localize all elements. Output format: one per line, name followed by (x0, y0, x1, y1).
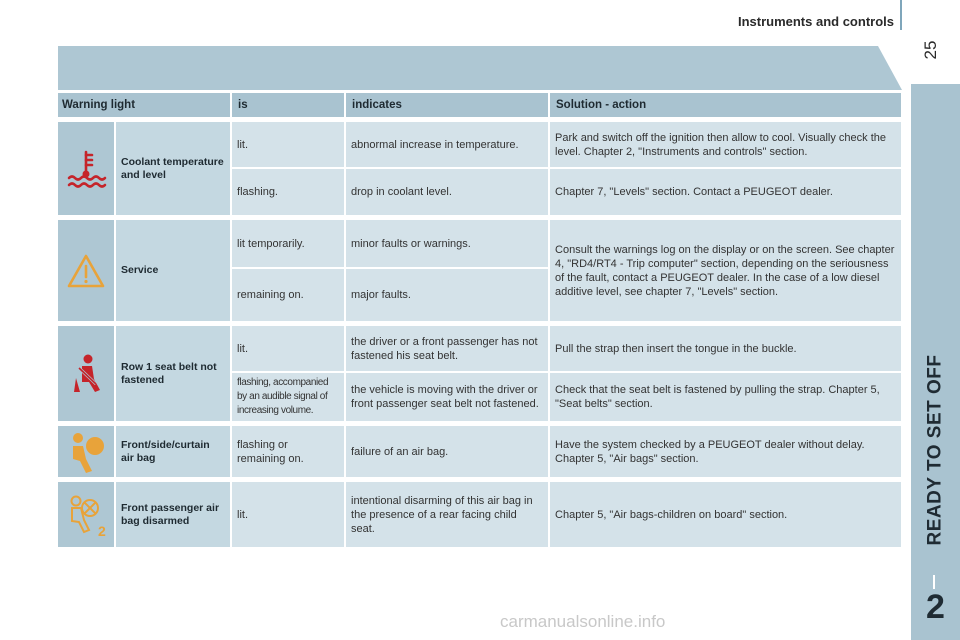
table-row (58, 477, 903, 547)
page-number (919, 40, 943, 74)
chapter-section-label (911, 330, 960, 570)
warning-name: Front/side/curtain air bag (116, 421, 232, 477)
state-cell: lit. (232, 321, 346, 371)
svg-text:2: 2 (98, 522, 106, 538)
passenger-air-bag-disarmed-icon (58, 492, 114, 538)
passenger-air-bag-icon-cell (58, 477, 116, 547)
state-cell: lit temporarily. (232, 215, 346, 267)
indicates-cell: drop in coolant level. (346, 167, 550, 215)
column-header-indicates: indicates (346, 93, 550, 117)
table-row (58, 215, 903, 267)
page-header-title: Instruments and controls (737, 14, 894, 29)
indicates-cell: the driver or a front passenger has not fastened his seat belt. (346, 321, 550, 371)
coolant-icon-cell (58, 117, 116, 215)
table-row (58, 321, 903, 371)
indicates-cell: intentional disarming of this air bag in the presence of a rear facing child seat. (346, 477, 550, 547)
seat-belt-icon (58, 352, 114, 396)
warning-name: Coolant temperature and level (116, 117, 232, 215)
table-row (58, 421, 903, 477)
state-cell: remaining on. (232, 267, 346, 321)
state-cell: flashing, accompanied by an audible signal of increasing volume. (232, 371, 346, 421)
warning-name: Service (116, 215, 232, 321)
table-row (58, 117, 903, 167)
service-icon-cell (58, 215, 116, 321)
chapter-section-text: READY TO SET OFF (924, 354, 946, 546)
warning-name: Row 1 seat belt not fastened (116, 321, 232, 421)
page-number-text: 25 (921, 40, 940, 60)
state-cell: lit. (232, 117, 346, 167)
air-bag-icon (58, 429, 114, 475)
indicates-cell: minor faults or warnings. (346, 215, 550, 267)
watermark: carmanualsonline.info (500, 612, 666, 631)
table-header-row (58, 93, 903, 117)
column-header-is: is (232, 93, 346, 117)
solution-cell: Park and switch off the ignition then allow to cool. Visually check the level. Chapter 2, "Instruments and controls" section. (550, 117, 903, 167)
column-header-warning-light: Warning light (58, 93, 232, 117)
solution-cell: Chapter 7, "Levels" section. Contact a PEUGEOT dealer. (550, 167, 903, 215)
state-cell: flashing or remaining on. (232, 421, 346, 477)
header-rule (900, 0, 902, 30)
solution-cell: Check that the seat belt is fastened by pulling the strap. Chapter 5, "Seat belts" section. (550, 371, 903, 421)
chapter-number: 2 (926, 588, 945, 626)
solution-cell: Chapter 5, "Air bags-children on board" section. (550, 477, 903, 547)
solution-cell: Have the system checked by a PEUGEOT dealer without delay. Chapter 5, "Air bags" section. (550, 421, 903, 477)
state-cell: flashing. (232, 167, 346, 215)
service-warning-icon (58, 252, 114, 290)
side-tab-divider (933, 575, 935, 589)
indicates-cell: failure of an air bag. (346, 421, 550, 477)
column-header-solution: Solution - action (550, 93, 903, 117)
table-top-banner (58, 46, 902, 90)
warning-name: Front passenger air bag disarmed (116, 477, 232, 547)
coolant-temperature-icon (58, 146, 114, 192)
solution-cell: Pull the strap then insert the tongue in the buckle. (550, 321, 903, 371)
state-cell: lit. (232, 477, 346, 547)
indicates-cell: the vehicle is moving with the driver or front passenger seat belt not fastened. (346, 371, 550, 421)
solution-cell: Consult the warnings log on the display or on the screen. See chapter 4, "RD4/RT4 - Trip computer" section, depending on the seriousness of the fault, contact a PEUGEOT dealer. In the case of a low diesel additive level, see chapter 7, "Levels" section. (550, 215, 903, 321)
air-bag-icon-cell (58, 421, 116, 477)
warning-lights-table (58, 93, 903, 547)
seat-belt-icon-cell (58, 321, 116, 421)
indicates-cell: abnormal increase in temperature. (346, 117, 550, 167)
indicates-cell: major faults. (346, 267, 550, 321)
